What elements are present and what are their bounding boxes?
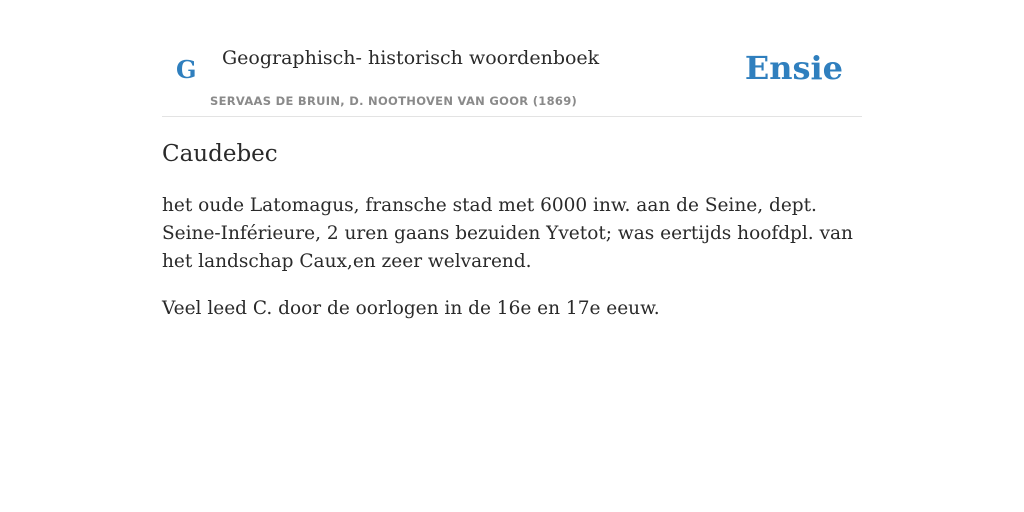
page-header bbox=[162, 0, 862, 117]
entry-paragraph: het oude Latomagus, fransche stad met 6000 inw. aan de Seine, dept. Seine-Inférieure, 2 uren gaans bezuiden Yvetot; was eertijds hoofdpl. van het landschap Caux,en zeer welvarend. bbox=[162, 195, 853, 272]
ensie-logo-link[interactable]: Ensie bbox=[744, 49, 843, 87]
book-authors: SERVAAS DE BRUIN, D. NOOTHOVEN VAN GOOR (1869) bbox=[210, 94, 578, 108]
entry-content bbox=[162, 136, 862, 323]
book-logo-link[interactable]: G bbox=[176, 55, 197, 84]
page bbox=[162, 0, 862, 512]
entry-paragraph: Veel leed C. door de oorlogen in de 16e en 17e eeuw. bbox=[162, 298, 660, 319]
book-title-link[interactable]: Geographisch- historisch woordenboek bbox=[222, 47, 600, 69]
entry-title: Caudebec bbox=[162, 141, 278, 167]
